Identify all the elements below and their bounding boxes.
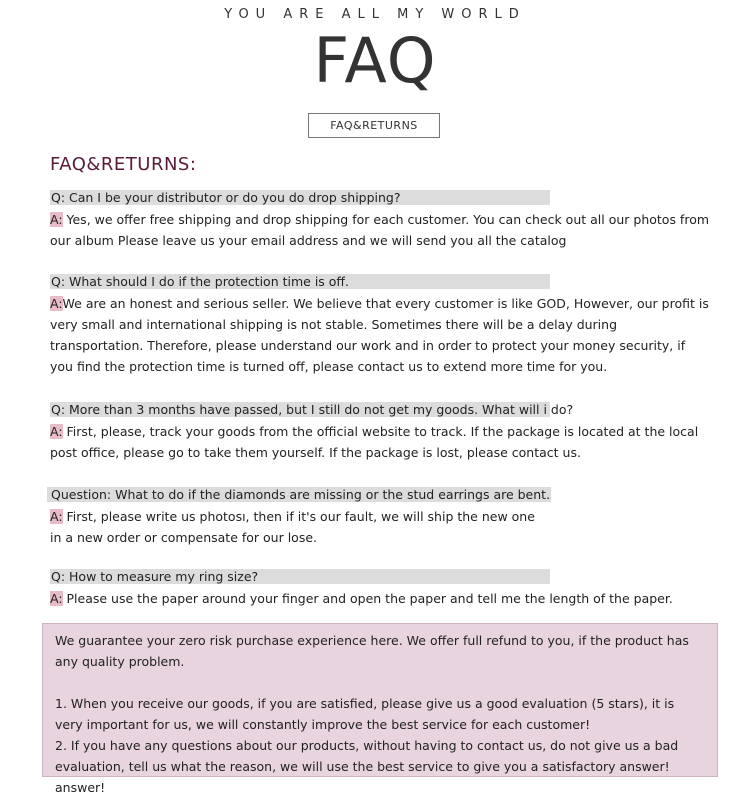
faq-answer: First, please, track your goods from the official website to track. If the package is located at the local post office, please go to take them yourself. If the package is lost, please contact us. bbox=[50, 424, 699, 460]
faq-answer: Yes, we offer free shipping and drop shipping for each customer. You can check out all our photos from our album Please leave us your email address and we will send you all the catalog bbox=[50, 212, 710, 248]
faq-item-1 bbox=[50, 190, 550, 205]
faq-answer-1 bbox=[50, 207, 710, 251]
faq-item-4 bbox=[47, 487, 551, 502]
faq-answer-3 bbox=[50, 419, 710, 463]
guarantee-point-1: 1. When you receive our goods, if you are satisfied, please give us a good evaluation (5 stars), it is very important for us, we will constantly improve the best service for each customer! bbox=[55, 696, 675, 732]
faq-item-2 bbox=[50, 274, 550, 289]
guarantee-intro: We guarantee your zero risk purchase experience here. We offer full refund to you, if the product has any quality problem. bbox=[55, 633, 689, 669]
tagline: YOU ARE ALL MY WORLD bbox=[224, 7, 526, 22]
answer-label: A: bbox=[50, 296, 63, 311]
guarantee-point-2: 2. If you have any questions about our products, without having to contact us, do not give us a bad evaluation, tell us what the reason, we will use the best service to give you a satisfactory answer! answer! bbox=[55, 738, 679, 795]
faq-answer: Please use the paper around your finger and open the paper and tell me the length of the paper. bbox=[62, 591, 673, 606]
answer-label: A: bbox=[50, 212, 63, 227]
answer-label: A: bbox=[50, 509, 63, 524]
faq-item-5 bbox=[50, 569, 550, 584]
spacer bbox=[55, 672, 705, 693]
faq-question: Q: More than 3 months have passed, but I still do not get my goods. What will i do? bbox=[51, 402, 574, 417]
answer-label: A: bbox=[50, 591, 63, 606]
faq-returns-tab[interactable]: FAQ&RETURNS bbox=[308, 113, 440, 138]
faq-answer-5 bbox=[50, 586, 710, 609]
faq-answer: First, please write us photosı, then if it's our fault, we will ship the new one in a new order or compensate for our lose. bbox=[50, 509, 535, 545]
faq-question: Q: How to measure my ring size? bbox=[50, 569, 550, 584]
faq-item-3 bbox=[50, 402, 574, 417]
faq-question: Question: What to do if the diamonds are missing or the stud earrings are bent. bbox=[47, 487, 551, 502]
guarantee-box bbox=[42, 623, 718, 795]
faq-answer-4 bbox=[50, 504, 550, 548]
faq-question: Q: Can I be your distributor or do you do drop shipping? bbox=[50, 190, 550, 205]
faq-question: Q: What should I do if the protection time is off. bbox=[50, 274, 550, 289]
faq-answer: We are an honest and serious seller. We believe that every customer is like GOD, However, our profit is very small and international shipping is not stable. Sometimes there will be a delay during transportation. Therefore, please understand our work and in order to protect your money security, if you find the protection time is turned off, please contact us to extend more time for you. bbox=[50, 296, 709, 374]
answer-label: A: bbox=[50, 424, 63, 439]
section-title: FAQ&RETURNS: bbox=[50, 154, 197, 175]
page-title: FAQ bbox=[313, 24, 437, 97]
faq-answer-2 bbox=[50, 291, 710, 377]
